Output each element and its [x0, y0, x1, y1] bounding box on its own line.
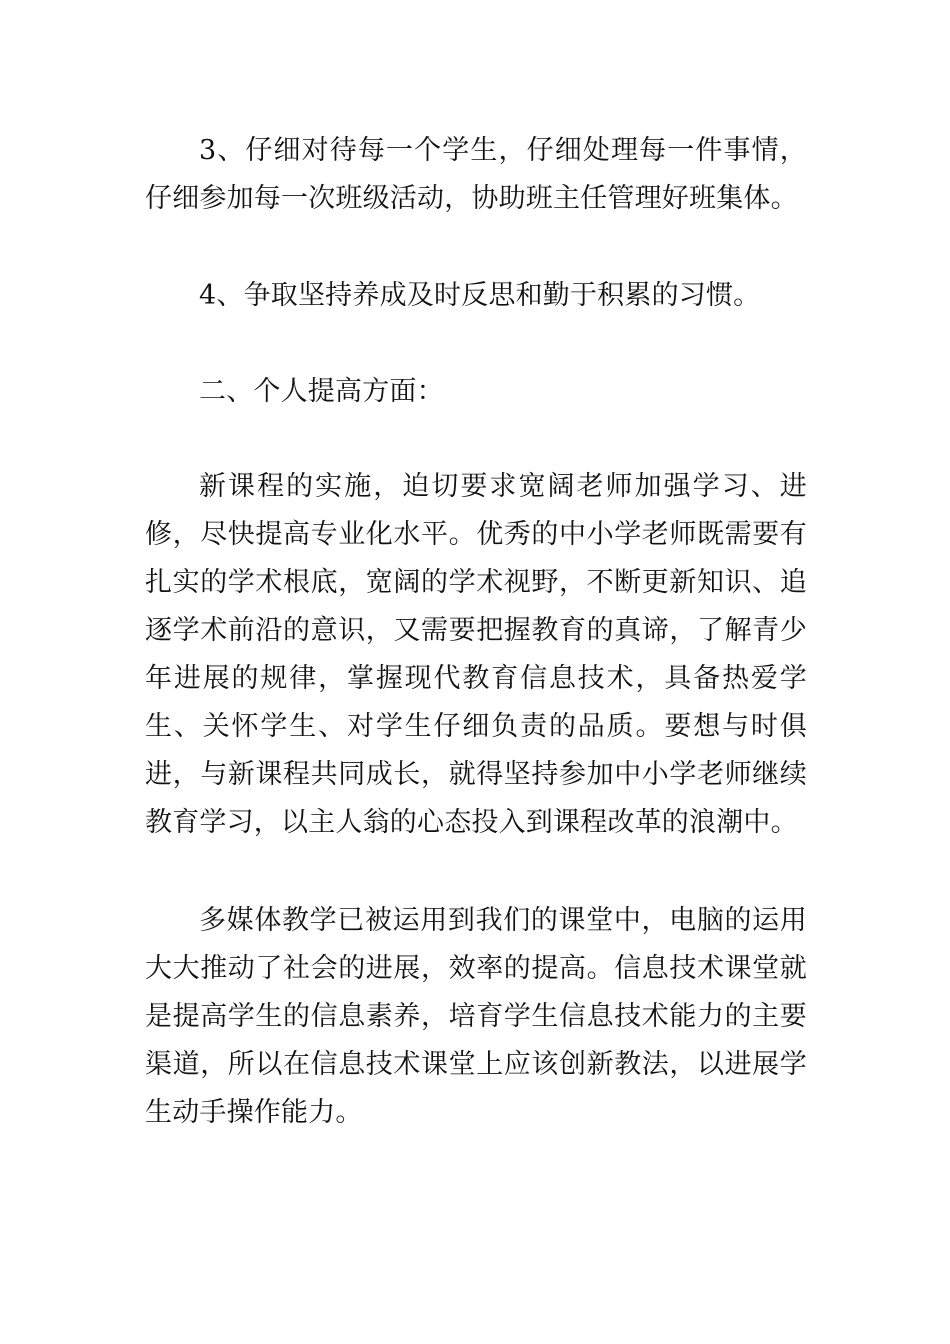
paragraph-new-curriculum: 新课程的实施，迫切要求宽阔老师加强学习、进修，尽快提高专业化水平。优秀的中小学老师既需要有扎实的学术根底，宽阔的学术视野，不断更新知识、追逐学术前沿的意识，又需要把握教育的真谛，了解青少年进展的规律，掌握现代教育信息技术，具备热爱学生、关怀学生、对学生仔细负责的品质。要想与时俱进，与新课程共同成长，就得坚持参加中小学老师继续教育学习，以主人翁的心态投入到课程改革的浪潮中。 — [145, 471, 807, 838]
section-heading: 二、个人提高方面： — [199, 376, 444, 407]
paragraph-item-3: 3、仔细对待每一个学生，仔细处理每一件事情，仔细参加每一次班级活动，协助班主任管理好班集体。 — [145, 135, 807, 214]
paragraph-multimedia: 多媒体教学已被运用到我们的课堂中，电脑的运用大大推动了社会的进展，效率的提高。信息技术课堂就是提高学生的信息素养，培育学生信息技术能力的主要渠道，所以在信息技术课堂上应该创新教法，以进展学生动手操作能力。 — [145, 905, 807, 1128]
paragraph-item-4: 4、争取坚持养成及时反思和勤于积累的习惯。 — [199, 280, 761, 311]
